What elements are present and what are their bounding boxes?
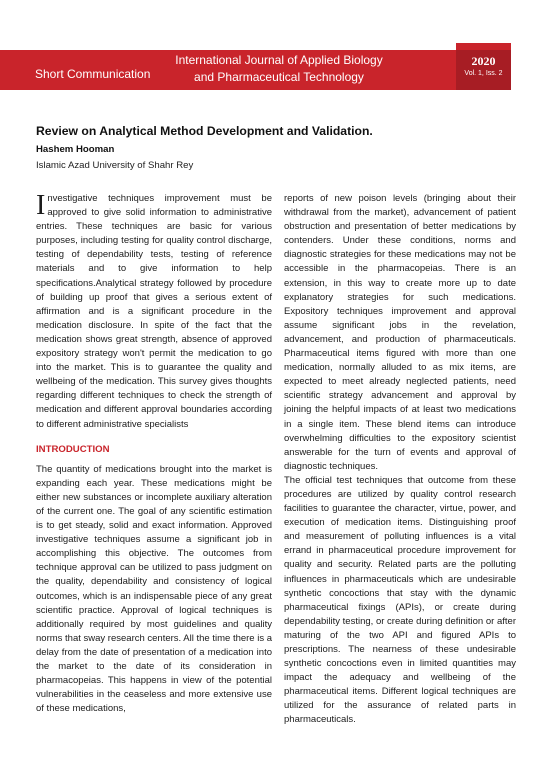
author-affiliation: Islamic Azad University of Shahr Rey <box>36 160 194 171</box>
section-heading: INTRODUCTION <box>36 443 110 455</box>
intro-paragraph-right-2: The official test techniques that outcome from these procedures are utilized by quality control research facilities to guarantee the character, virtue, power, and execution of medication items. Distinguishing proof and measurement of polluting influences is a vital errand in pharmaceutical procedure improvement for quality and security. Related parts are the polluting influences in pharmaceuticals which are undesirable synthetic concoctions that stay with the dynamic pharmaceutical fixings (APIs), or create during dependability testing, or create during definition or after maturing of the two API and figured APIs to prescriptions. The nearness of these undesirable synthetic concoctions even in limited quantities may impact the adequacy and wellbeing of the pharmaceutical items. Different logical techniques are utilized for the assurance of related parts in pharmaceuticals. <box>284 474 516 726</box>
drop-cap: I <box>36 190 46 221</box>
article-type-label: Short Communication <box>35 67 151 81</box>
author-name: Hashem Hooman <box>36 144 115 155</box>
article-title: Review on Analytical Method Development and Validation. <box>36 124 373 138</box>
abstract-paragraph <box>36 192 272 432</box>
journal-name <box>150 52 408 86</box>
journal-name-line1: International Journal of Applied Biology <box>175 53 383 67</box>
right-column <box>284 192 516 728</box>
intro-paragraph-left: The quantity of medications brought into the market is expanding each year. These medications might be either new substances or incomplete auxiliary alteration of the current one. The goal of any scientific estimation is to get steady, solid and exact information. Approved investigative techniques assume a significant job in accomplishing this objective. The outcomes from technique approval can be utilized to pass judgment on the quality, dependability and consistency of logical outcomes, which is an indispensable piece of any great scientific practice. Approval of logical techniques is additionally required by most guidelines and quality norms that sway research centers. All the time there is a delay from the date of presentation of a medication into the market to the date of its consideration in pharmacopeias. This happens in view of the potential vulnerabilities in the ceaseless and more extensive use of these medications, <box>36 463 273 715</box>
publication-year: 2020 <box>471 54 496 68</box>
intro-paragraph-right-1: reports of new poison levels (bringing about their withdrawal from the market), advancement of patient obstruction and presentation of better medications by contenders. Under these conditions, norms and diagnostic strategies for these medications may not be accessible in the pharmacopeias. There is an extension, in this way to create more up to date explanatory strategies for such medications. Expository techniques improvement and approval assume significant jobs in the revelation, advancement, and production of pharmaceuticals. Pharmaceutical items figured with more than one medication, normally alluded to as mix items, are expected to meet already neglected patients, need scientific strategy advancement and approval by joining the helpful impacts of at least two medications in a single item. These blend items can introduce overwhelming difficulties to the expository scientist answerable for the turn of events and approval of diagnostic techniques. <box>284 193 516 472</box>
left-column <box>36 192 272 716</box>
journal-name-line2: and Pharmaceutical Technology <box>194 70 364 84</box>
abstract-text: nvestigative techniques improvement must be approved to give solid information to administrative entries. These techniques are basic for various purposes, including testing for quality control discharge, testing of dependability tests, testing of reference materials and to give information to help specifications.Analytical strategy followed by procedure of building up proof that gives a serious extent of affirmation and is a significant procedure in the medication disclosure. In spite of the fact that the medication shows great strength, absence of approved expository strategy won't permit the medication to go into the market. This is to guarantee the quality and wellbeing of the medication. This survey gives thoughts regarding different techniques to check the strength of medication and different approval boundaries according to different administrative specialists <box>36 193 272 430</box>
volume-issue: Vol. 1, Iss. 2 <box>464 70 503 77</box>
